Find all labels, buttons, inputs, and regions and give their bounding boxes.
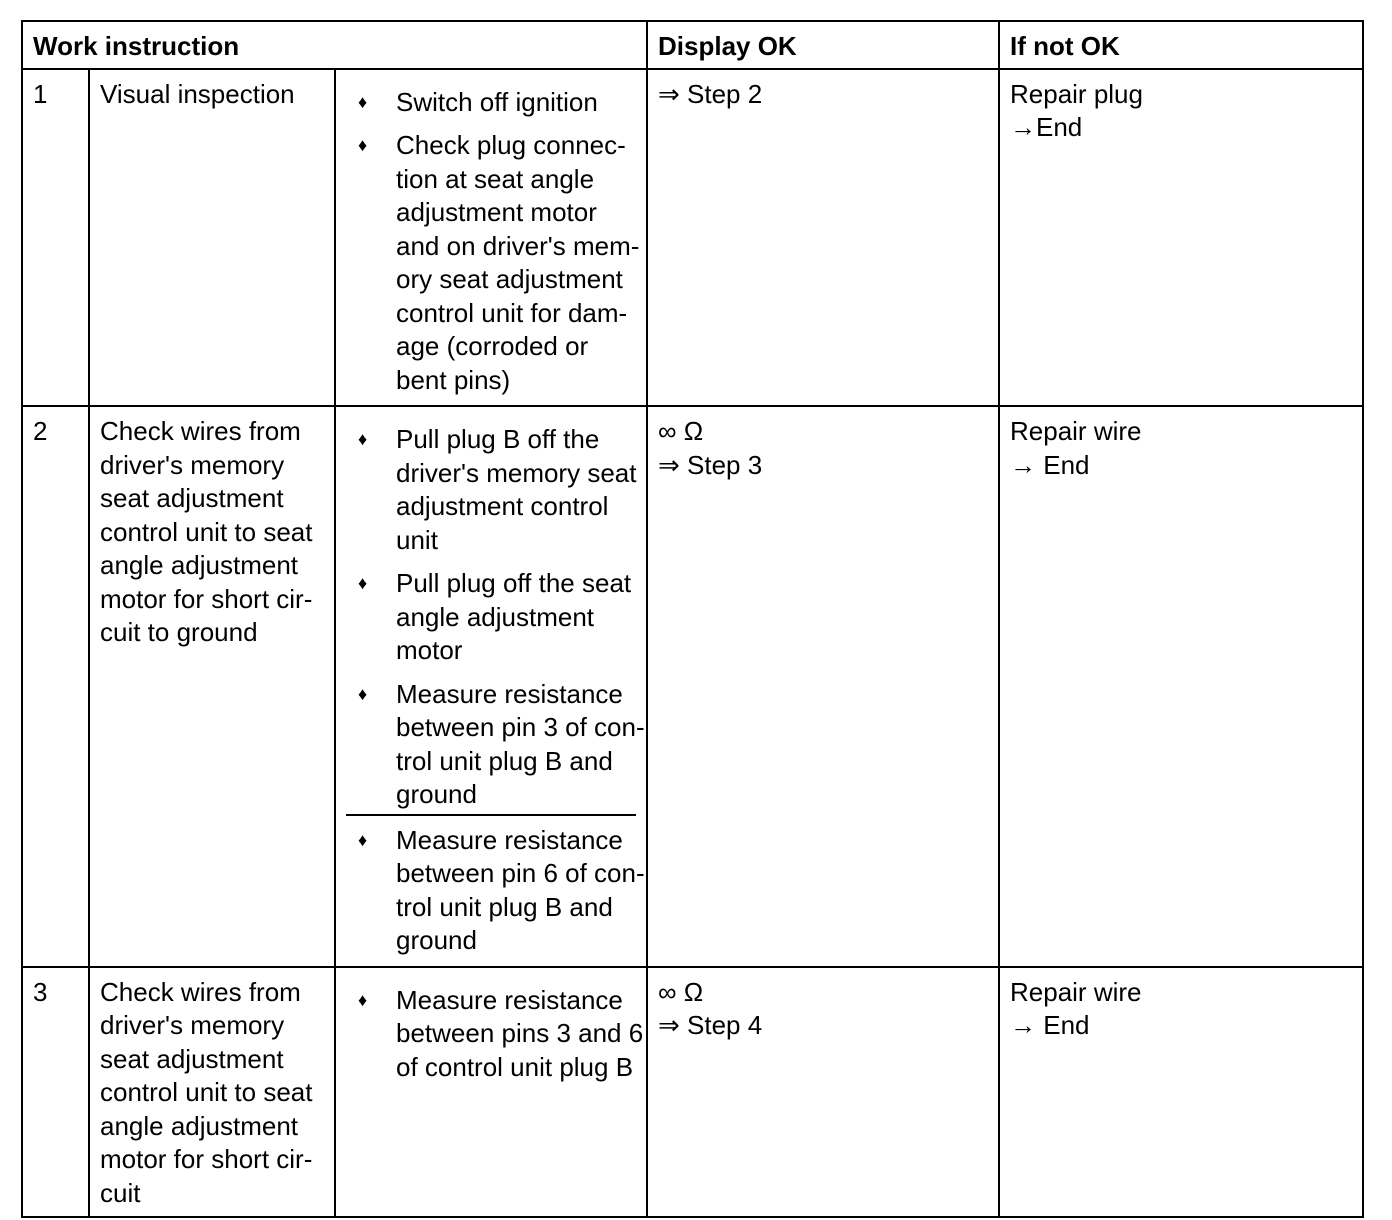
display-ok-cell [647, 69, 999, 407]
action-item [358, 423, 637, 557]
step-actions [335, 967, 647, 1218]
step-title-line: Check wires from [100, 976, 301, 1007]
action-text-line: Switch off ignition [396, 86, 598, 117]
diamond-bullet-icon: ♦ [358, 573, 368, 593]
diamond-bullet-icon: ♦ [358, 989, 368, 1010]
action-item [358, 678, 645, 812]
diamond-bullet-icon: ♦ [358, 683, 368, 704]
action-text [396, 567, 631, 668]
action-text-line: between pins 3 and 6 [396, 1018, 644, 1048]
table-body [22, 69, 1363, 1218]
action-text [396, 86, 626, 120]
step-title-line: cuit to ground [100, 617, 258, 647]
action-text [396, 423, 636, 557]
action-text-line: of control unit plug B [396, 1051, 634, 1082]
step-title-line: Visual inspection [100, 78, 295, 109]
display-ok-line: ∞ Ω [658, 976, 704, 1007]
step-number: 2 [22, 406, 89, 967]
step-title-line: control unit to seat [100, 516, 313, 547]
action-text-line: bent pins) [396, 364, 511, 395]
display-ok-line: ⇒ Step 3 [658, 449, 763, 480]
display-ok-line: ∞ Ω [658, 416, 704, 446]
step-actions [335, 406, 647, 967]
step-title [89, 406, 335, 967]
if-not-ok-line: Repair wire [1010, 976, 1142, 1007]
action-item [358, 984, 644, 1085]
step-title-line: driver's memory [100, 449, 285, 480]
display-ok-cell [647, 967, 999, 1218]
action-block [346, 976, 644, 1087]
step-title-line: control unit to seat [100, 1077, 313, 1107]
action-item [358, 86, 626, 120]
action-text-line: angle adjustment [396, 601, 595, 632]
action-block [346, 78, 640, 400]
header-row [22, 21, 1363, 69]
action-text-line: tion at seat angle [396, 163, 595, 194]
action-text [396, 984, 643, 1085]
step-number: 3 [22, 967, 89, 1218]
header-if-not-ok: If not OK [999, 21, 1363, 69]
if-not-ok-line: →End [1010, 112, 1083, 142]
if-not-ok-line: → End [1010, 1010, 1090, 1040]
step-title [89, 69, 335, 407]
step-title-line: angle adjustment [100, 1110, 299, 1141]
table-row [22, 69, 1363, 407]
action-text-line: Measure resistance [396, 984, 623, 1015]
action-item [358, 824, 645, 958]
action-block [346, 415, 645, 814]
action-text-line: Pull plug B off the [396, 424, 600, 454]
action-text-line: Measure resistance [396, 824, 623, 855]
action-text-line: trol unit plug B and [396, 745, 613, 776]
action-text-line: motor [396, 635, 463, 665]
action-text-line: adjustment control [396, 491, 609, 521]
action-text-line: ory seat adjustment [396, 264, 623, 294]
step-number: 1 [22, 69, 89, 407]
display-ok-line: ⇒ Step 2 [658, 78, 763, 109]
step-title-line: motor for short cir- [100, 583, 313, 614]
action-text-line: Measure resistance [396, 678, 623, 709]
action-text-line: control unit for dam- [396, 297, 628, 328]
action-text [396, 678, 645, 812]
action-text-line: Check plug connec- [396, 130, 626, 160]
if-not-ok-cell [999, 69, 1363, 407]
action-text-line: unit [396, 524, 438, 555]
action-text-line: and on driver's mem- [396, 230, 640, 261]
work-instruction-table [21, 20, 1364, 1218]
step-title [89, 967, 335, 1218]
action-text-line: between pin 6 of con- [396, 858, 645, 888]
diamond-bullet-icon: ♦ [358, 429, 368, 449]
step-title-line: angle adjustment [100, 550, 299, 580]
step-actions [335, 69, 647, 407]
if-not-ok-cell [999, 967, 1363, 1218]
table-row [22, 406, 1363, 967]
action-item [358, 567, 632, 668]
header-display-ok: Display OK [647, 21, 999, 69]
action-text-line: adjustment motor [396, 197, 597, 227]
step-title-line: driver's memory [100, 1010, 285, 1040]
action-text [396, 824, 645, 958]
step-title-line: motor for short cir- [100, 1144, 313, 1174]
display-ok-cell [647, 406, 999, 967]
if-not-ok-cell [999, 406, 1363, 967]
action-text-line: Pull plug off the seat [396, 568, 632, 598]
header-work-instruction: Work instruction [22, 21, 647, 69]
action-text-line: driver's memory seat [396, 457, 637, 488]
action-text-line: between pin 3 of con- [396, 712, 645, 742]
action-text-line: age (corroded or [396, 331, 589, 361]
table-row [22, 967, 1363, 1218]
step-title-line: cuit [100, 1177, 141, 1208]
step-title-line: Check wires from [100, 416, 301, 446]
action-text-line: trol unit plug B and [396, 891, 613, 922]
if-not-ok-line: Repair wire [1010, 416, 1142, 446]
display-ok-line: ⇒ Step 4 [658, 1010, 763, 1040]
action-item [358, 129, 640, 397]
action-text-line: ground [396, 925, 477, 955]
action-block [346, 814, 645, 960]
if-not-ok-line: → End [1010, 449, 1090, 480]
if-not-ok-line: Repair plug [1010, 78, 1143, 109]
diamond-bullet-icon: ♦ [358, 829, 368, 850]
step-title-line: seat adjustment [100, 483, 284, 513]
diamond-bullet-icon: ♦ [358, 91, 368, 112]
action-text [396, 129, 639, 397]
action-text-line: ground [396, 779, 477, 809]
step-title-line: seat adjustment [100, 1043, 284, 1074]
diamond-bullet-icon: ♦ [358, 135, 368, 155]
